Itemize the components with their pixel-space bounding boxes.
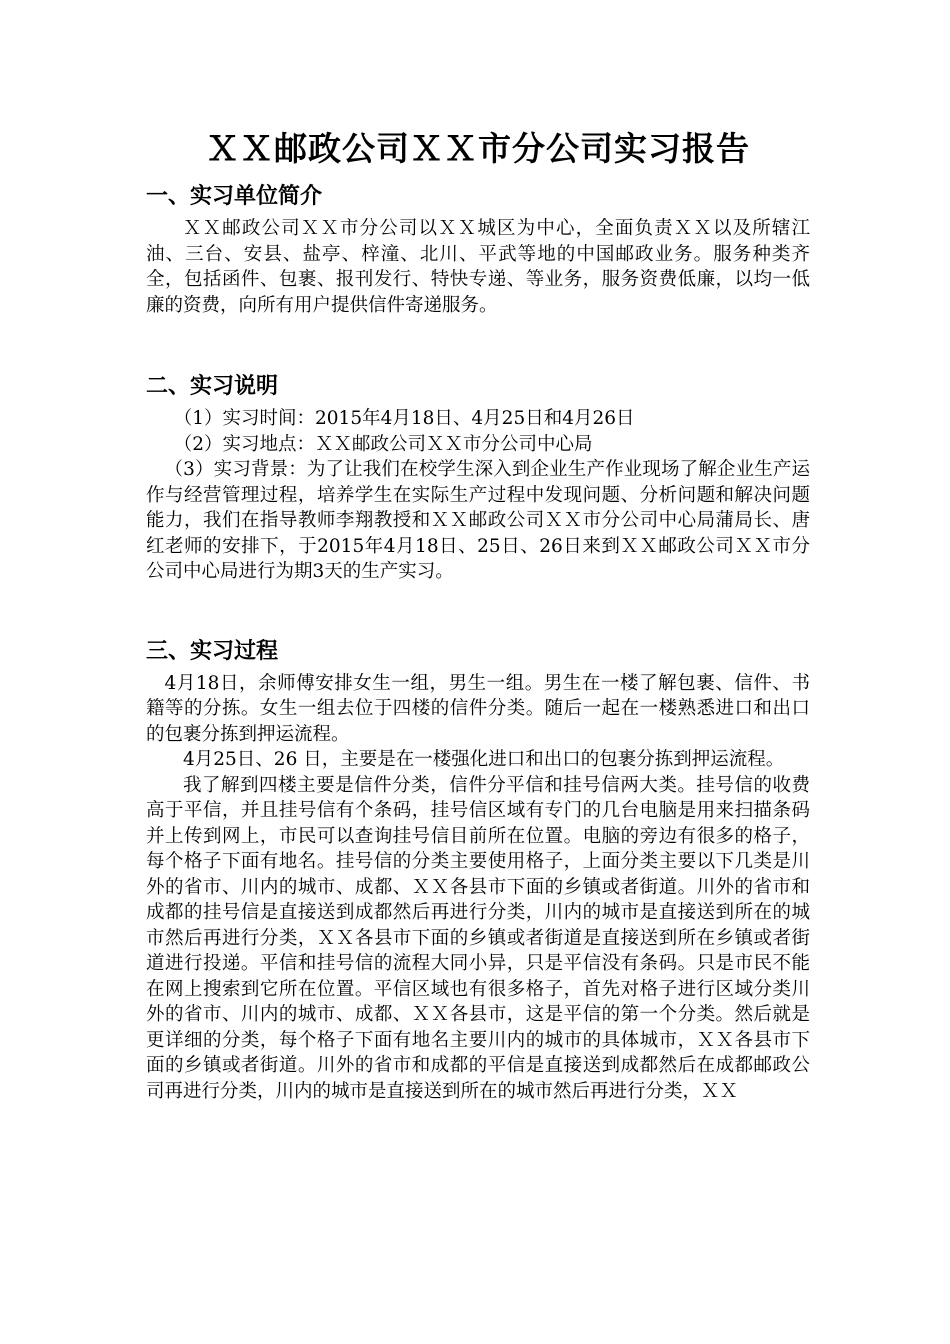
paragraph: （3）实习背景：为了让我们在校学生深入到企业生产作业现场了解企业生产运作与经营管理过程，培养学生在实际生产过程中发现问题、分析问题和解决问题能力，我们在指导教师李翔教授和ＸＸ邮政公司ＸＸ市分公司中心局蒲局长、唐红老师的安排下，于2015年4月18日、25日、26日来到ＸＸ邮政公司ＸＸ市分公司中心局进行为期3天的生产实习。: [146, 459, 810, 582]
section-internship-process: [146, 635, 810, 1105]
paragraph: 4月25日、26 日，主要是在一楼强化进口和出口的包裹分拣到押运流程。: [183, 749, 785, 770]
paragraph: 我了解到四楼主要是信件分类，信件分平信和挂号信两大类。挂号信的收费高于平信，并且挂号信有个条码，挂号信区域有专门的几台电脑是用来扫描条码并上传到网上，市民可以查询挂号信目前所在位置。电脑的旁边有很多的格子，每个格子下面有地名。挂号信的分类主要使用格子，上面分类主要以下几类是川外的省市、川内的城市、成都、ＸＸ各县市下面的乡镇或者街道。川外的省市和成都的挂号信是直接送到成都然后再进行分类，川内的城市是直接送到所在的城市然后再进行分类，ＸＸ各县市下面的乡镇或者街道是直接送到所在乡镇或者街道进行投递。平信和挂号信的流程大同小异，只是平信没有条码。只是市民不能在网上搜索到它所在位置。平信区域也有很多格子，首先对格子进行区域分类川外的省市、川内的城市、成都、ＸＸ各县市，这是平信的第一个分类。然后就是更详细的分类，每个格子下面有地名主要川内的城市的具体城市，ＸＸ各县市下面的乡镇或者街道。川外的省市和成都的平信是直接送到成都然后在成都邮政公司再进行分类，川内的城市是直接送到所在的城市然后再进行分类，ＸＸ: [146, 774, 810, 1102]
spacer: [146, 318, 810, 370]
section-heading: 一、实习单位简介: [146, 184, 323, 209]
document-page: [146, 124, 810, 1104]
section-unit-intro: [146, 180, 810, 318]
paragraph: （2）实习地点：ＸＸ邮政公司ＸＸ市分公司中心局: [173, 433, 593, 455]
paragraph: （1）实习时间：2015年4月18日、4月25日和4月26日: [173, 408, 635, 429]
paragraph: ＸＸ邮政公司ＸＸ市分公司以ＸＸ城区为中心，全面负责ＸＸ以及所辖江油、三台、安县、盐亭、梓潼、北川、平武等地的中国邮政业务。服务种类齐全，包括函件、包裹、报刊发行、特快专递、等业务，服务资费低廉，以均一低廉的资费，向所有用户提供信件寄递服务。: [146, 218, 810, 316]
section-internship-notes: [146, 370, 810, 585]
document-title: ＸＸ邮政公司ＸＸ市分公司实习报告: [206, 129, 750, 168]
spacer: [146, 585, 810, 635]
section-heading: 三、实习过程: [146, 638, 279, 664]
section-heading: 二、实习说明: [146, 374, 279, 399]
paragraph: 4月18日，余师傅安排女生一组，男生一组。男生在一楼了解包裹、信件、书籍等的分拣。女生一组去位于四楼的信件分类。随后一起在一楼熟悉进口和出口的包裹分拣到押运流程。: [146, 672, 810, 745]
